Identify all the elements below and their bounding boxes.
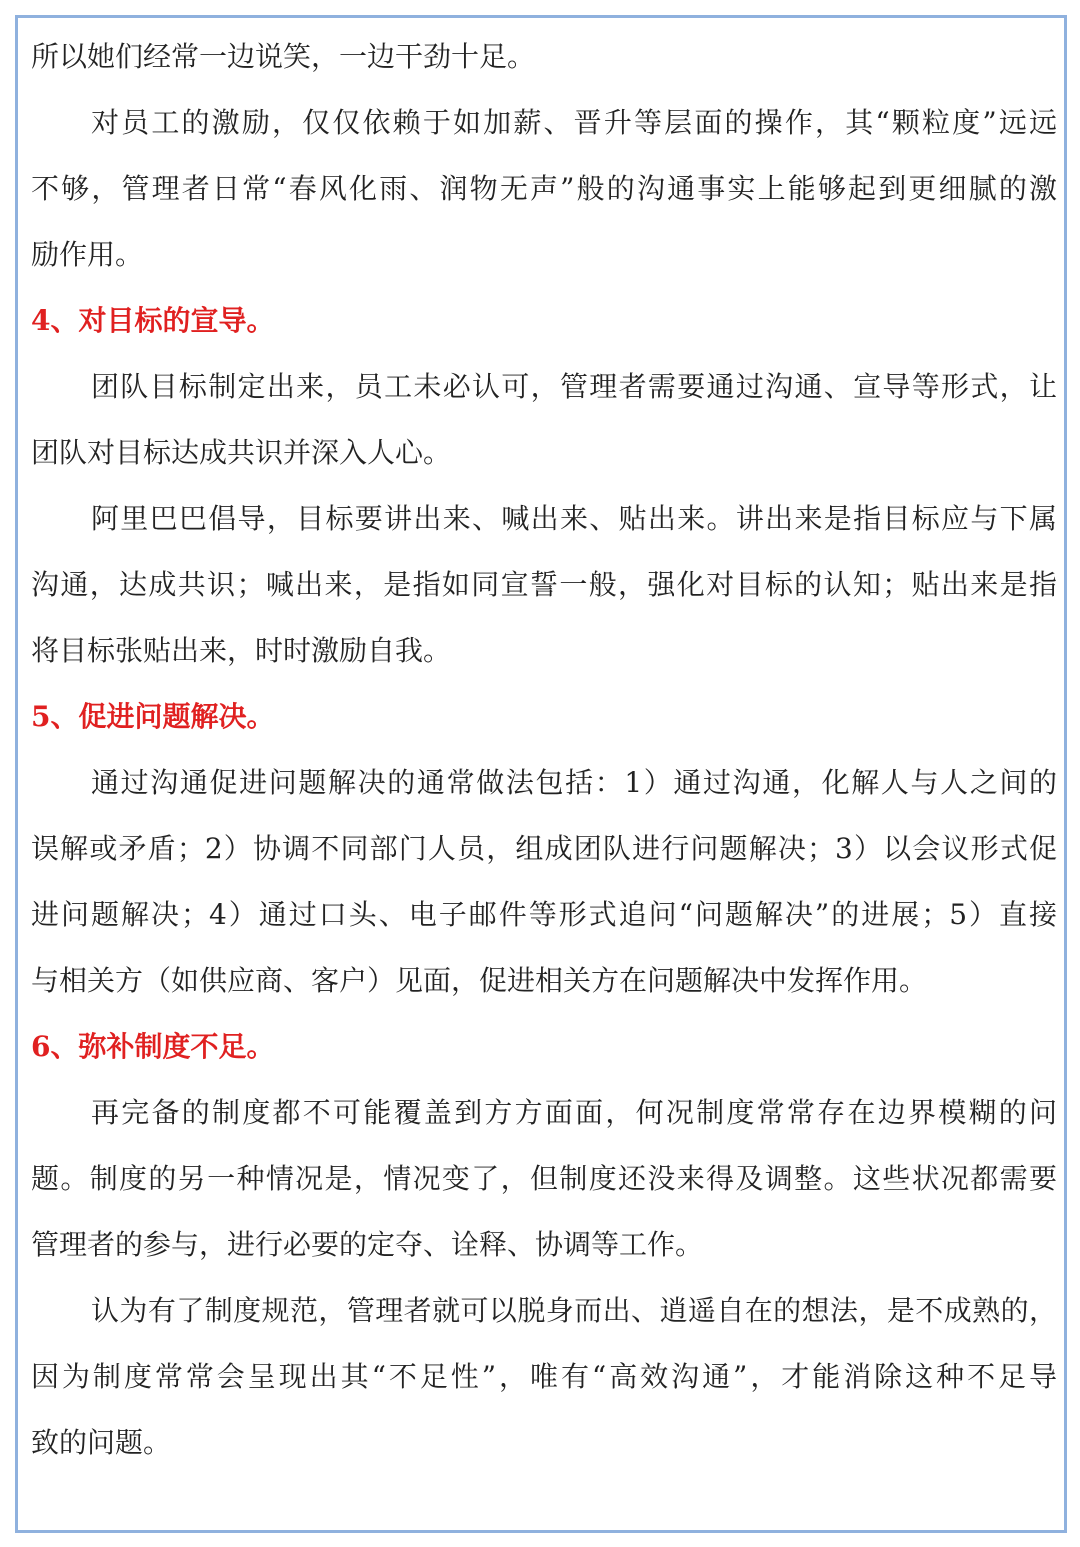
text-line: 沟通，达成共识；喊出来，是指如同宣誓一般，强化对目标的认知；贴出来是指: [31, 568, 1057, 601]
text-line: 再完备的制度都不可能覆盖到方方面面，何况制度常常存在边界模糊的问: [91, 1096, 1057, 1129]
text-line: 因为制度常常会呈现出其“不足性”，唯有“高效沟通”，才能消除这种不足导: [31, 1360, 1057, 1393]
text-line: 励作用。: [31, 238, 144, 271]
text-line: 误解或矛盾；2）协调不同部门人员，组成团队进行问题解决；3）以会议形式促: [31, 832, 1057, 865]
text-line: 不够，管理者日常“春风化雨、润物无声”般的沟通事实上能够起到更细腻的激: [31, 172, 1057, 205]
text-line: 管理者的参与，进行必要的定夺、诠释、协调等工作。: [31, 1228, 704, 1261]
section-heading: 4、对目标的宣导。: [31, 304, 275, 337]
text-line: 致的问题。: [31, 1426, 172, 1459]
text-line: 团队目标制定出来，员工未必认可，管理者需要通过沟通、宣导等形式，让: [91, 370, 1057, 403]
text-line: 通过沟通促进问题解决的通常做法包括：1）通过沟通，化解人与人之间的: [91, 766, 1057, 799]
text-line: 将目标张贴出来，时时激励自我。: [31, 634, 452, 667]
text-line: 与相关方（如供应商、客户）见面，促进相关方在问题解决中发挥作用。: [31, 964, 928, 997]
section-heading: 5、促进问题解决。: [31, 700, 275, 733]
text-line: 进问题解决；4）通过口头、电子邮件等形式追问“问题解决”的进展；5）直接: [31, 898, 1057, 931]
text-line: 团队对目标达成共识并深入人心。: [31, 436, 452, 469]
text-line: 阿里巴巴倡导，目标要讲出来、喊出来、贴出来。讲出来是指目标应与下属: [91, 502, 1057, 535]
text-line: 认为有了制度规范，管理者就可以脱身而出、逍遥自在的想法，是不成熟的，: [91, 1294, 1057, 1327]
article-frame: [15, 15, 1067, 1533]
section-heading: 6、弥补制度不足。: [31, 1030, 275, 1063]
text-line: 对员工的激励，仅仅依赖于如加薪、晋升等层面的操作，其“颗粒度”远远: [91, 106, 1057, 139]
text-line: 题。制度的另一种情况是，情况变了，但制度还没来得及调整。这些状况都需要: [31, 1162, 1057, 1195]
text-line: 所以她们经常一边说笑，一边干劲十足。: [31, 40, 536, 73]
